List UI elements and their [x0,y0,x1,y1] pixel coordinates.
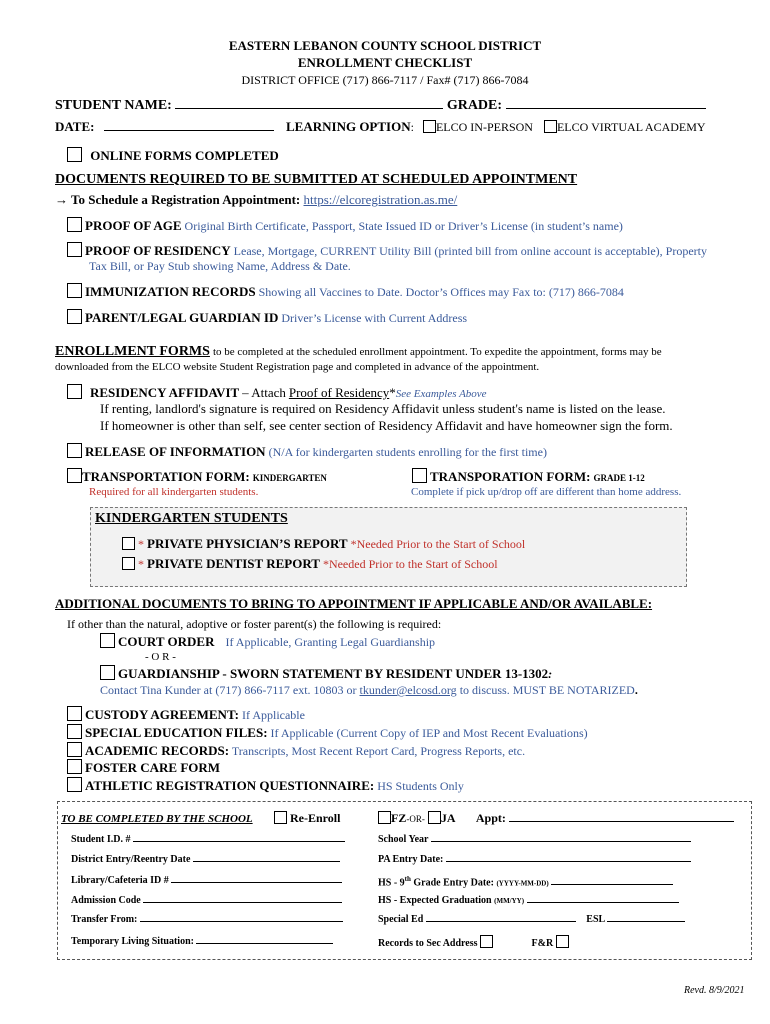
dentist-label: PRIVATE DENTIST REPORT [147,556,320,571]
doc-item-note: Driver’s License with Current Address [281,311,468,325]
online-forms-label: ONLINE FORMS COMPLETED [90,148,279,163]
school-year-row [378,834,691,845]
doc-item-label: IMMUNIZATION RECORDS [85,284,256,299]
schedule-row [55,192,457,208]
court-order-label: COURT ORDER [118,634,215,649]
or-separator: - O R - [145,651,176,663]
transport-k-label: TRANSPORTATION FORM: [82,469,250,484]
additional-item-label: SPECIAL EDUCATION FILES: [85,725,268,740]
reenroll-label: Re-Enroll [290,811,341,825]
student-id-label: Student I.D. # [71,834,131,845]
foster-care-checkbox[interactable] [67,759,82,774]
doc-item-note: Lease, Mortgage, CURRENT Utility Bill (printed bill from online account is acceptable), Property [233,244,707,258]
transport-k-grade: KINDERGARTEN [252,473,327,483]
contact-email-link[interactable]: tkunder@elcosd.org [359,683,457,697]
additional-item [67,706,305,723]
additional-item-note: HS Students Only [377,779,464,793]
guardian-id-checkbox[interactable] [67,309,82,324]
transport-k-checkbox[interactable] [67,468,82,483]
transfer-label: Transfer From: [71,914,138,925]
esl-field[interactable] [607,921,685,922]
online-forms-row [67,147,279,164]
affidavit-dash: – Attach [242,385,286,400]
admission-row [71,895,342,906]
learning-option-row [286,119,706,135]
records-label: Records to Sec Address [378,938,478,949]
hs-grad-label: HS - Expected Graduation [378,895,492,906]
affidavit-row [67,384,487,401]
dentist-star: * [138,557,144,571]
release-label: RELEASE OF INFORMATION [85,444,266,459]
transfer-field[interactable] [140,921,343,922]
affidavit-label: RESIDENCY AFFIDAVIT [90,385,240,400]
release-checkbox[interactable] [67,443,82,458]
court-order-row [100,633,435,650]
student-id-field[interactable] [133,841,345,842]
online-forms-checkbox[interactable] [67,147,82,162]
dentist-note: *Needed Prior to the Start of School [322,557,498,571]
special-ed-checkbox[interactable] [67,724,82,739]
student-id-row [71,834,345,845]
esl-label: ESL [586,914,605,925]
transport-k-row [67,468,327,485]
ja-checkbox[interactable] [428,811,441,824]
affidavit-checkbox[interactable] [67,384,82,399]
transport-g-checkbox[interactable] [412,468,427,483]
additional-item-label: ATHLETIC REGISTRATION QUESTIONNAIRE: [85,778,375,793]
physician-note: *Needed Prior to the Start of School [350,537,526,551]
guardianship-row [100,665,552,682]
affidavit-line-1: If renting, landlord's signature is required on Residency Affidavit unless student's name is listed on the lease. [100,401,666,416]
transport-g-grade: GRADE 1-12 [593,473,645,483]
schedule-label: To Schedule a Registration Appointment: [71,192,301,207]
affidavit-line-2: If homeowner is other than self, see center section of Residency Affidavit and have homeowner sign the form. [100,418,673,433]
hs9-sup: th [404,875,411,883]
court-order-checkbox[interactable] [100,633,115,648]
affidavit-proof: Proof of Residency [288,385,390,400]
pa-entry-field[interactable] [446,861,691,862]
hs-grad-field[interactable] [527,902,679,903]
hs-grad-format: (MM/YY) [494,897,525,905]
temp-living-row [71,936,333,947]
fz-or: -OR- [406,814,425,824]
fz-ja-row [378,811,734,826]
ja-label: JA [440,811,455,825]
transport-g-note: Complete if pick up/drop off are different than home address. [411,486,682,498]
reenroll-row [274,811,340,826]
documents-heading: DOCUMENTS REQUIRED TO BE SUBMITTED AT SCHEDULED APPOINTMENT [55,172,578,187]
fz-checkbox[interactable] [378,811,391,824]
hs9-label: HS - 9 [378,877,405,889]
transport-k-note: Required for all kindergarten students. [89,486,259,498]
virtual-label: ELCO VIRTUAL ACADEMY [556,120,706,134]
fr-checkbox[interactable] [556,935,569,948]
proof-of-age-checkbox[interactable] [67,217,82,232]
additional-intro: If other than the natural, adoptive or foster parent(s) the following is required: [67,617,442,631]
affidavit-see: See Examples Above [395,388,487,400]
additional-heading: ADDITIONAL DOCUMENTS TO BRING TO APPOINTMENT IF APPLICABLE AND/OR AVAILABLE: [55,596,653,611]
additional-item-note: If Applicable (Current Copy of IEP and Most Recent Evaluations) [270,726,588,740]
doc-item-note-cont: Tax Bill, or Pay Stub showing Name, Address & Date. [89,259,351,273]
grade-field[interactable] [506,108,706,109]
enrollment-intro-1: to be completed at the scheduled enrollment appointment. To expedite the appointment, forms may be [212,346,662,358]
guardianship-checkbox[interactable] [100,665,115,680]
fz-label: FZ [391,811,407,825]
enrollment-intro [55,344,662,360]
contact-period: . [634,683,638,697]
immunization-checkbox[interactable] [67,283,82,298]
student-name-label: STUDENT NAME: [55,98,172,113]
additional-item-label: FOSTER CARE FORM [85,760,221,775]
transfer-row [71,914,343,925]
inperson-label: ELCO IN-PERSON [435,120,533,134]
admission-field[interactable] [143,902,342,903]
contact-pre: Contact Tina Kunder at (717) 866-7117 ext. 10803 or [100,683,357,697]
library-id-row [71,875,342,886]
additional-item [67,777,464,794]
pa-entry-label: PA Entry Date: [378,854,444,865]
district-contact: DISTRICT OFFICE (717) 866-7117 / Fax# (717) 866-7084 [241,73,529,87]
hs9-row [378,875,673,888]
library-id-field[interactable] [171,882,342,883]
hs9-label-post: Grade Entry Date: [410,877,494,889]
release-row [67,443,547,460]
student-name-field[interactable] [175,108,443,109]
additional-item [67,724,588,741]
learning-option-label: LEARNING OPTION [286,119,411,134]
arrow-icon: → [55,192,68,207]
release-note: (N/A for kindergarten students enrolling for the first time) [268,445,547,459]
enrollment-intro-2: downloaded from the ELCO website Student Registration page and completed in advance of the appointment. [55,361,540,373]
doc-item-note: Original Birth Certificate, Passport, State Issued ID or Driver’s License (in student’s name) [184,219,623,233]
additional-item-note: If Applicable [241,708,305,722]
fr-label: F&R [531,938,554,949]
appt-label: Appt: [475,811,506,825]
appt-field[interactable] [509,821,734,822]
physician-star: * [138,537,144,551]
doc-item [67,283,624,300]
physician-checkbox[interactable] [122,537,135,550]
date-row [55,119,274,135]
hs-grad-row [378,895,679,906]
hs9-format: (YYYY-MM-DD) [496,879,549,888]
district-entry-label: District Entry/Reentry Date [71,854,191,865]
doc-item-label: PROOF OF AGE [85,218,182,233]
additional-item-label: ACADEMIC RECORDS: [85,743,230,758]
academic-records-checkbox[interactable] [67,742,82,757]
student-name-row [55,98,706,114]
kindergarten-heading: KINDERGARTEN STUDENTS [95,511,288,526]
school-year-field[interactable] [431,841,691,842]
special-ed-field[interactable] [426,921,576,922]
date-field[interactable] [104,130,274,131]
additional-item-note: Transcripts, Most Recent Report Card, Progress Reports, etc. [231,744,526,758]
transport-g-label: TRANSPORATION FORM: [430,469,591,484]
temp-living-label: Temporary Living Situation: [71,936,194,947]
doc-item-label: PARENT/LEGAL GUARDIAN ID [85,310,279,325]
contact-row [100,683,638,698]
page-title: ENROLLMENT CHECKLIST [297,55,473,70]
dentist-row [122,556,498,572]
additional-item-label: CUSTODY AGREEMENT: [85,707,239,722]
contact-post: to discuss. MUST BE NOTARIZED [459,683,635,697]
athletic-checkbox[interactable] [67,777,82,792]
school-year-label: School Year [378,834,429,845]
additional-item [67,742,525,759]
learning-option-colon: : [410,120,414,134]
records-checkbox[interactable] [480,935,493,948]
special-ed-label: Special Ed [378,914,424,925]
revised-date: Revd. 8/9/2021 [684,985,745,996]
doc-item-note: Showing all Vaccines to Date. Doctor’s Offices may Fax to: (717) 866-7084 [258,285,624,299]
doc-item-label: PROOF OF RESIDENCY [85,243,231,258]
guardianship-label: GUARDIANSHIP - SWORN STATEMENT BY RESIDENT UNDER 13-1302 [118,666,549,681]
date-label: DATE: [55,119,95,134]
library-id-label: Library/Cafeteria ID # [71,875,169,886]
affidavit-star: * [389,385,396,400]
records-row [378,935,569,949]
guardianship-colon: : [548,667,553,681]
special-ed-esl-row [378,914,685,925]
reenroll-checkbox[interactable] [274,811,287,824]
inperson-checkbox[interactable] [423,120,436,133]
court-order-note: If Applicable, Granting Legal Guardianship [225,635,436,649]
additional-item [67,759,220,776]
virtual-checkbox[interactable] [544,120,557,133]
district-entry-row [71,854,340,865]
doc-item [67,217,623,234]
enrollment-heading: ENROLLMENT FORMS [55,344,210,359]
proof-of-residency-checkbox[interactable] [67,242,82,257]
dentist-checkbox[interactable] [122,557,135,570]
hs9-field[interactable] [551,884,673,885]
school-use-title: TO BE COMPLETED BY THE SCHOOL [61,813,253,825]
schedule-link[interactable]: https://elcoregistration.as.me/ [303,192,458,207]
physician-row [122,536,525,552]
doc-item [67,309,467,326]
temp-living-field[interactable] [196,943,333,944]
physician-label: PRIVATE PHYSICIAN’S REPORT [147,536,348,551]
pa-entry-row [378,854,691,865]
district-name: EASTERN LEBANON COUNTY SCHOOL DISTRICT [228,38,542,53]
doc-item [67,242,707,259]
custody-checkbox[interactable] [67,706,82,721]
transport-g-row [412,468,645,485]
district-entry-field[interactable] [193,861,340,862]
admission-label: Admission Code [71,895,141,906]
grade-label: GRADE: [446,98,503,113]
